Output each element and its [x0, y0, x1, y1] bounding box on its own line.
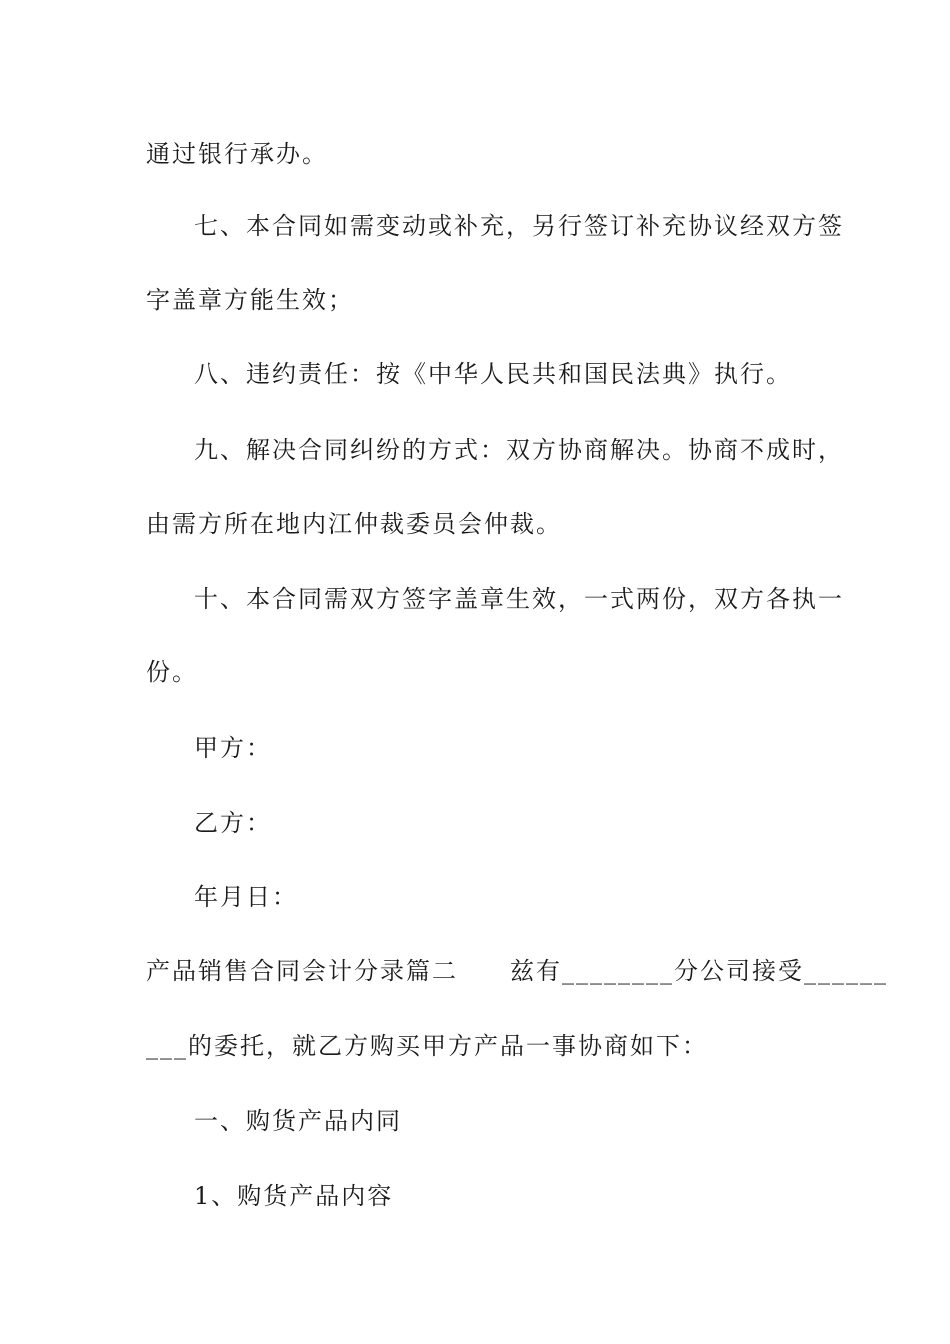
clause-9-line-2: 由需方所在地内江仲裁委员会仲裁。 [146, 510, 562, 538]
clause-7-line-1: 七、本合同如需变动或补充，另行签订补充协议经双方签 [194, 212, 844, 240]
clause-10-line-2: 份。 [146, 658, 198, 686]
section-2-heading: 产品销售合同会计分录篇二 兹有________分公司接受______ [146, 957, 888, 985]
clause-9-line-1: 九、解决合同纠纷的方式：双方协商解决。协商不成时， [194, 436, 844, 464]
party-a-label: 甲方： [194, 734, 272, 762]
clause-8: 八、违约责任：按《中华人民共和国民法典》执行。 [194, 360, 792, 388]
clause-10-line-1: 十、本合同需双方签字盖章生效，一式两份，双方各执一 [194, 585, 844, 613]
item-1-heading: 一、购货产品内同 [194, 1107, 402, 1135]
item-1-1-heading: 1、购货产品内容 [194, 1182, 394, 1210]
text-line: 通过银行承办。 [146, 140, 328, 168]
date-label: 年月日： [194, 883, 298, 911]
party-b-label: 乙方： [194, 809, 272, 837]
clause-7-line-2: 字盖章方能生效； [146, 286, 354, 314]
section-2-intro: ___的委托，就乙方购买甲方产品一事协商如下： [146, 1032, 708, 1060]
